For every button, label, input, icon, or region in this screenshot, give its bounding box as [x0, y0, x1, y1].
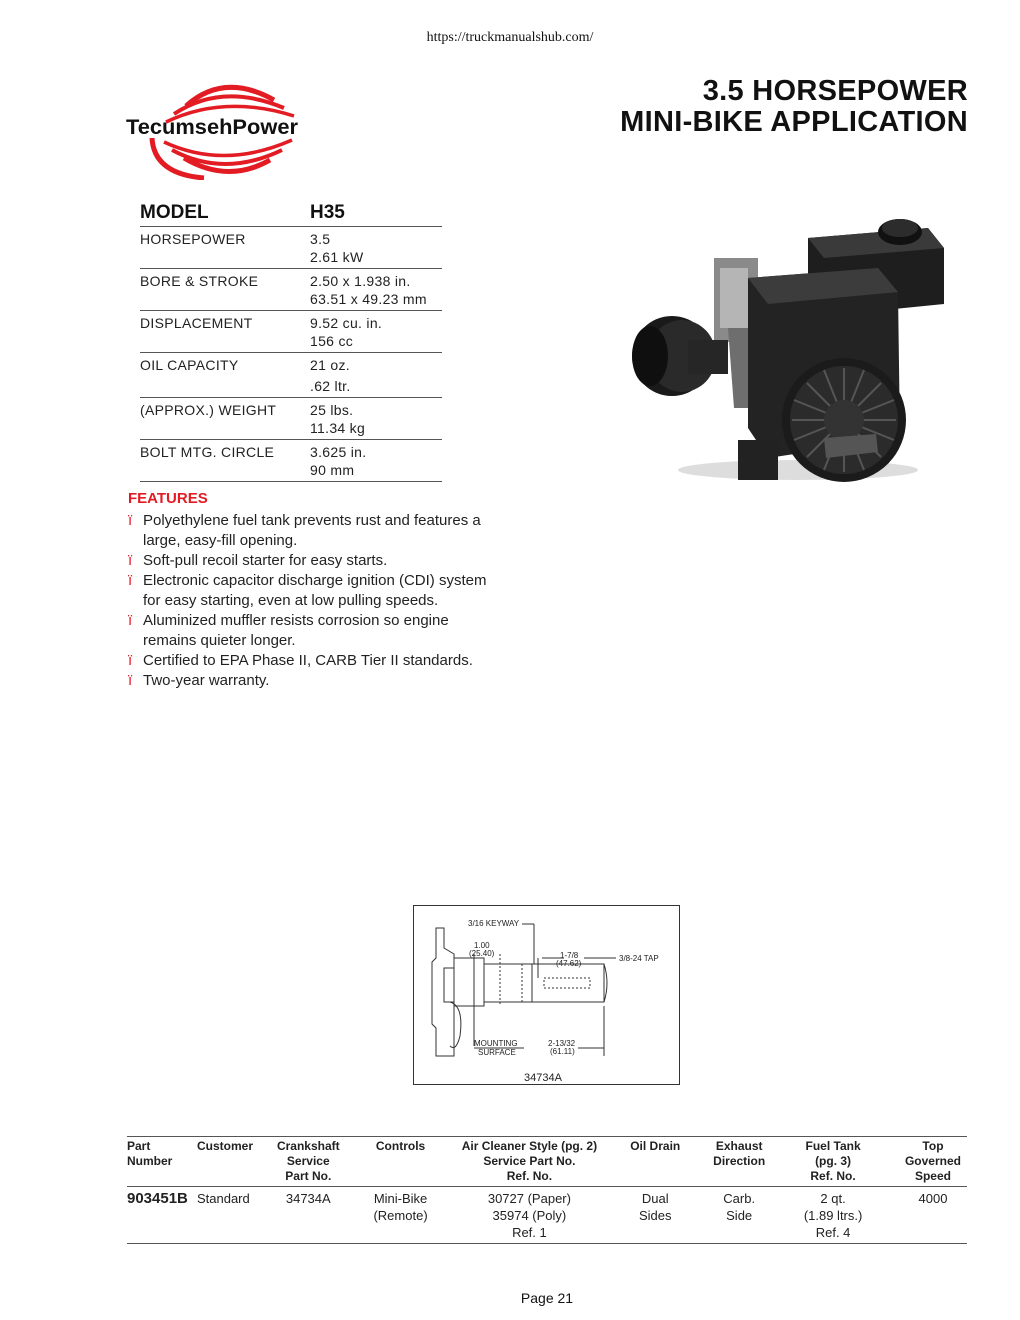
engine-photo — [628, 208, 958, 488]
spec-value-metric: 63.51 x 49.23 mm — [310, 291, 427, 307]
top-speed-cell: 4000 — [901, 1187, 967, 1244]
logo-wordmark: TecumsehPower — [126, 116, 298, 139]
spec-key: BOLT MTG. CIRCLE — [140, 444, 275, 460]
spec-value: 9.52 cu. in. — [310, 315, 383, 331]
spec-value: 3.5 — [310, 231, 331, 247]
keyway-label: 3/16 KEYWAY — [468, 919, 520, 928]
cell-line: Dual — [641, 1191, 669, 1206]
col-header: Customer — [196, 1139, 253, 1153]
col-header: Top Governed — [904, 1139, 961, 1168]
feature-text: Soft-pull recoil starter for easy starts. — [143, 552, 388, 569]
title-line-1: 3.5 HORSEPOWER — [702, 75, 968, 107]
feature-text-cont: large, easy-fill opening. — [143, 532, 298, 549]
dim2-label: 1-7/8 — [560, 951, 579, 960]
spec-row — [140, 353, 442, 398]
tap-label: 3/8-24 TAP — [619, 954, 659, 963]
feature-item — [128, 571, 568, 611]
cell-line: 2 qt. — [820, 1191, 846, 1206]
bullet-icon: ï — [128, 652, 133, 669]
spec-key: (APPROX.) WEIGHT — [140, 402, 277, 418]
controls-cell — [342, 1187, 462, 1244]
spec-row — [140, 227, 442, 269]
diagram-part-number: 34734A — [524, 1072, 562, 1084]
spec-value: 25 lbs. — [310, 402, 354, 418]
title-line-2: MINI-BIKE APPLICATION — [620, 106, 968, 138]
dim3-metric: (61.11) — [550, 1047, 575, 1056]
feature-item — [128, 671, 568, 691]
spec-value-metric: 156 cc — [310, 333, 354, 349]
feature-text: Certified to EPA Phase II, CARB Tier II standards. — [143, 652, 473, 669]
col-header: Ref. No. — [506, 1169, 553, 1183]
cell-line: Sides — [638, 1208, 672, 1223]
bullet-icon: ï — [128, 552, 133, 569]
oil-drain-cell — [599, 1187, 713, 1244]
spec-value-metric: .62 ltr. — [310, 378, 351, 394]
spec-value: 21 oz. — [310, 357, 350, 373]
spec-value-metric: 2.61 kW — [310, 249, 364, 265]
spec-value: 2.50 x 1.938 in. — [310, 273, 411, 289]
spec-value-metric: 90 mm — [310, 462, 355, 478]
col-header: Oil Drain — [630, 1139, 681, 1153]
spec-value: 3.625 in. — [310, 444, 367, 460]
bullet-icon: ï — [128, 512, 133, 529]
cell-line: (1.89 ltrs.) — [803, 1208, 863, 1223]
dim1-label: 1.00 — [474, 941, 490, 950]
cell-line: 30727 (Paper) — [487, 1191, 571, 1206]
feature-text-cont: remains quieter longer. — [143, 632, 296, 649]
spec-key: OIL CAPACITY — [140, 357, 239, 373]
feature-item — [128, 551, 568, 571]
part-number: 903451B — [127, 1187, 197, 1244]
spec-key: HORSEPOWER — [140, 231, 246, 247]
exhaust-cell — [713, 1187, 767, 1244]
bullet-icon: ï — [128, 572, 133, 589]
col-header: Speed — [914, 1169, 951, 1183]
col-header: Number — [127, 1154, 173, 1168]
cell-line: Carb. — [723, 1191, 756, 1206]
bullet-icon: ï — [128, 672, 133, 689]
spec-row — [140, 269, 442, 311]
col-header: Air Cleaner Style (pg. 2) — [461, 1139, 598, 1153]
feature-text: Electronic capacitor discharge ignition (CDI) system — [143, 572, 487, 589]
col-header: Part No. — [285, 1169, 332, 1183]
cell-line: (Remote) — [373, 1208, 428, 1223]
col-header: Fuel Tank — [805, 1139, 861, 1153]
spec-key: BORE & STROKE — [140, 273, 259, 289]
page-title — [620, 76, 968, 138]
surface-label: SURFACE — [478, 1048, 516, 1057]
spec-table — [140, 202, 442, 482]
spec-row — [140, 398, 442, 440]
spec-value-metric: 11.34 kg — [310, 420, 366, 436]
cell-line: Ref. 1 — [512, 1225, 547, 1240]
feature-text: Two-year warranty. — [143, 672, 270, 689]
features-section — [128, 490, 568, 691]
dim3-label: 2-13/32 — [548, 1039, 576, 1048]
bullet-icon: ï — [128, 612, 133, 629]
crankshaft-diagram — [413, 905, 680, 1085]
air-cleaner-cell — [462, 1187, 600, 1244]
page-number: Page 21 — [520, 1290, 574, 1306]
cell-line: Mini-Bike — [373, 1191, 428, 1206]
crankshaft-cell: 34734A — [277, 1187, 342, 1244]
mounting-label: MOUNTING — [474, 1039, 518, 1048]
features-heading: FEATURES — [128, 490, 208, 507]
source-url[interactable]: https://truckmanualshub.com/ — [426, 30, 594, 45]
cell-line: 35974 (Poly) — [492, 1208, 567, 1223]
cell-line: Side — [726, 1208, 753, 1223]
fuel-tank-cell — [767, 1187, 901, 1244]
feature-item — [128, 611, 568, 651]
col-header: Part — [127, 1139, 151, 1153]
feature-text: Aluminized muffler resists corrosion so engine — [143, 612, 449, 629]
spec-header-value: H35 — [310, 202, 345, 223]
col-header: Controls — [375, 1139, 426, 1153]
col-header: Ref. No. — [810, 1169, 856, 1183]
dim2-metric: (47.62) — [556, 959, 582, 968]
feature-item — [128, 651, 568, 671]
spec-key: DISPLACEMENT — [140, 315, 253, 331]
dim1-metric: (25.40) — [469, 949, 495, 958]
col-header: Service — [286, 1154, 330, 1168]
parts-table — [127, 1136, 967, 1244]
feature-text: Polyethylene fuel tank prevents rust and features a — [143, 512, 481, 529]
table-row — [127, 1187, 967, 1244]
col-header: Service Part No. — [483, 1154, 576, 1168]
col-header: (pg. 3) — [815, 1154, 852, 1168]
col-header: Exhaust — [715, 1139, 763, 1153]
features-list — [128, 511, 568, 691]
tecumseh-power-logo — [124, 78, 304, 180]
feature-item — [128, 511, 568, 551]
feature-text-cont: for easy starting, even at low pulling speeds. — [143, 592, 439, 609]
customer-cell: Standard — [197, 1187, 277, 1244]
spec-header-row — [140, 202, 442, 227]
parts-table-header — [127, 1137, 967, 1187]
spec-row — [140, 440, 442, 482]
spec-header-key: MODEL — [140, 202, 209, 223]
spec-row — [140, 311, 442, 353]
col-header: Crankshaft — [276, 1139, 340, 1153]
cell-line: Ref. 4 — [815, 1225, 851, 1240]
col-header: Direction — [713, 1154, 766, 1168]
